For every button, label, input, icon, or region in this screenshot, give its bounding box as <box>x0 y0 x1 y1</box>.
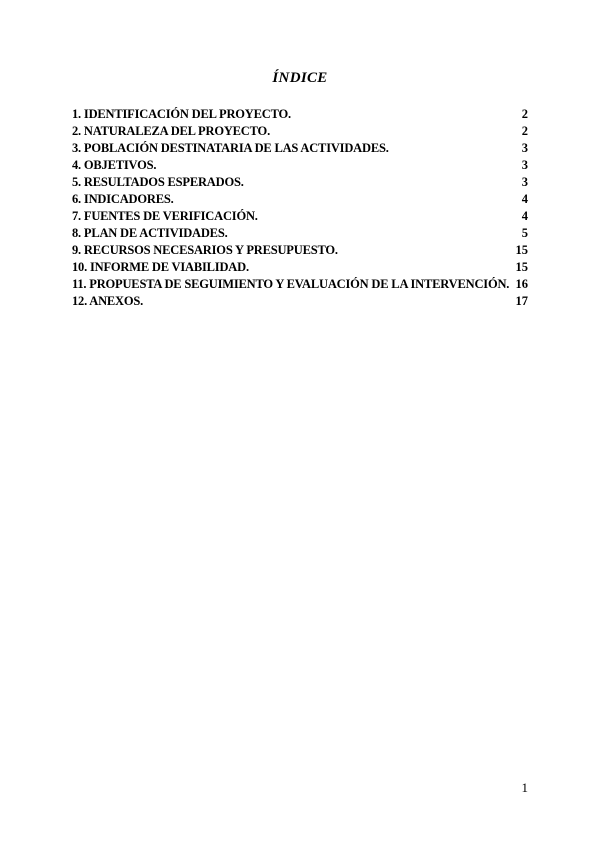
toc-entry-page: 16 <box>515 277 528 291</box>
toc-entry-page: 3 <box>521 158 528 172</box>
toc-entry-text: 4. OBJETIVOS. <box>72 158 157 172</box>
toc-entry-text: 8. PLAN DE ACTIVIDADES. <box>72 226 228 240</box>
toc-entry <box>72 123 528 140</box>
toc-entry-page: 2 <box>521 107 528 121</box>
toc-entry-page: 15 <box>515 260 528 274</box>
toc-entry <box>72 140 528 157</box>
toc-entry-page: 5 <box>521 226 528 240</box>
toc-entry-text: 7. FUENTES DE VERIFICACIÓN. <box>72 209 258 223</box>
toc-entry-page: 4 <box>521 192 528 206</box>
toc-entry <box>72 106 528 123</box>
toc-entry-page: 15 <box>515 243 528 257</box>
toc-entry-page: 17 <box>515 294 528 308</box>
toc-entry <box>72 259 528 276</box>
toc-entry <box>72 208 528 225</box>
toc-entry <box>72 276 528 293</box>
toc-entry-text: 3. POBLACIÓN DESTINATARIA DE LAS ACTIVIDADES. <box>72 141 389 155</box>
toc-entry-text: 5. RESULTADOS ESPERADOS. <box>72 175 244 189</box>
toc-entry-text: 10. INFORME DE VIABILIDAD. <box>72 260 249 274</box>
toc-entry-page: 3 <box>521 141 528 155</box>
toc-entry <box>72 191 528 208</box>
toc-entry-text: 1. IDENTIFICACIÓN DEL PROYECTO. <box>72 107 291 121</box>
toc-entry-page: 2 <box>521 124 528 138</box>
toc-entry-text: 11. PROPUESTA DE SEGUIMIENTO Y EVALUACIÓN DE LA INTERVENCIÓN. <box>72 277 510 291</box>
toc-entry <box>72 242 528 259</box>
toc-entry-page: 4 <box>521 209 528 223</box>
toc-entry-text: 6. INDICADORES. <box>72 192 174 206</box>
toc-entry <box>72 225 528 242</box>
table-of-contents <box>72 106 528 310</box>
toc-entry-text: 9. RECURSOS NECESARIOS Y PRESUPUESTO. <box>72 243 338 257</box>
toc-entry-text: 2. NATURALEZA DEL PROYECTO. <box>72 124 270 138</box>
toc-entry <box>72 174 528 191</box>
toc-entry-page: 3 <box>521 175 528 189</box>
toc-entry <box>72 293 528 310</box>
toc-entry-text: 12. ANEXOS. <box>72 294 144 308</box>
toc-entry <box>72 157 528 174</box>
toc-title: ÍNDICE <box>272 70 328 86</box>
page-number: 1 <box>521 780 528 795</box>
